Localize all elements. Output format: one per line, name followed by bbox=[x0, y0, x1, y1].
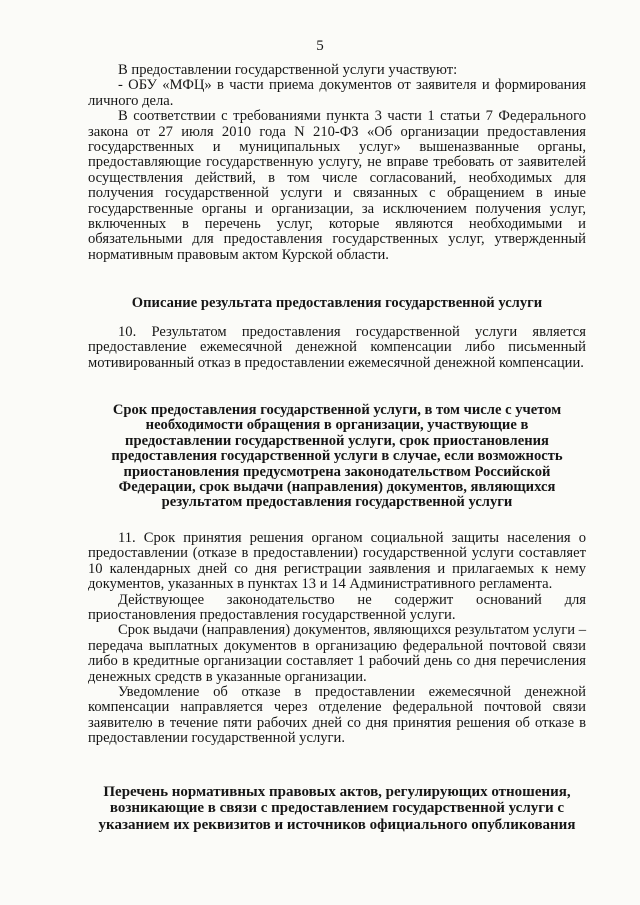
paragraph-refusal-notice: Уведомление об отказе в предоставлении ежемесячной денежной компенсации направляется через отделение федеральной почтовой связи заявителю в течение пяти рабочих дней со дня принятия решения об отказе в предоставлении государственной услуги. bbox=[88, 684, 586, 747]
paragraph-11: 11. Срок принятия решения органом социальной защиты населения о предоставлении (отказе в предоставлении) государственной услуги составляет 10 календарных дней со дня регистрации заявления и прилагаемых к нему документов, указанных в пунктах 13 и 14 Административного регламента. bbox=[88, 530, 586, 593]
section-result-heading: Описание результата предоставления государственной услуги bbox=[131, 295, 543, 311]
intro-paragraph-mfc: - ОБУ «МФЦ» в части приема документов от заявителя и формирования личного дела. bbox=[88, 77, 586, 109]
intro-block bbox=[88, 63, 586, 263]
page-number: 5 bbox=[316, 38, 324, 54]
section-term-heading: Срок предоставления государственной услуги, в том числе с учетом необходимости обращения в организации, участвующие в предоставлении государственной услуги, срок приостановления предоставления государственной услуги в случае, если возможность приостановления предусмотрена законодательством Российской Федерации, срок выдачи (направления) документов, являющихся результатом предоставления государственной услуги bbox=[111, 402, 563, 511]
section-result-block bbox=[88, 325, 586, 371]
paragraph-no-suspension: Действующее законодательство не содержит оснований для приостановления предоставления государственной услуги. bbox=[88, 591, 586, 624]
intro-paragraph-law: В соответствии с требованиями пункта 3 части 1 статьи 7 Федерального закона от 27 июля 2010 года N 210-ФЗ «Об организации предоставления государственных и муниципальных услуг» вышеназванные органы, предоставляющие государственную услугу, не вправе требовать от заявителей осуществления действий, в том числе согласований, необходимых для получения государственной услуги и связанных с обращением в иные государственные органы и организации, за исключением получения услуг, включенных в перечень услуг, которые являются необходимыми и обязательными для предоставления государственных услуг, утвержденный нормативным правовым актом Курской области. bbox=[88, 108, 586, 263]
intro-paragraph-participants: В предоставлении государственной услуги участвуют: bbox=[118, 62, 458, 78]
paragraph-10: 10. Результатом предоставления государственной услуги является предоставление ежемесячной денежной компенсации либо письменный мотивированный отказ в предоставлении ежемесячной денежной компенсации. bbox=[88, 324, 586, 371]
paragraph-issue-term: Срок выдачи (направления) документов, являющихся результатом услуги – передача выплатных документов в организацию федеральной почтовой связи либо в кредитные организации составляет 1 рабочий день со дня перечисления денежных средств в указанные организации. bbox=[88, 622, 586, 685]
section-acts-heading: Перечень нормативных правовых актов, регулирующих отношения, возникающие в связи с предоставлением государственной услуги с указанием их реквизитов и источников официального опубликования bbox=[98, 784, 576, 833]
section-term-block bbox=[88, 531, 586, 747]
